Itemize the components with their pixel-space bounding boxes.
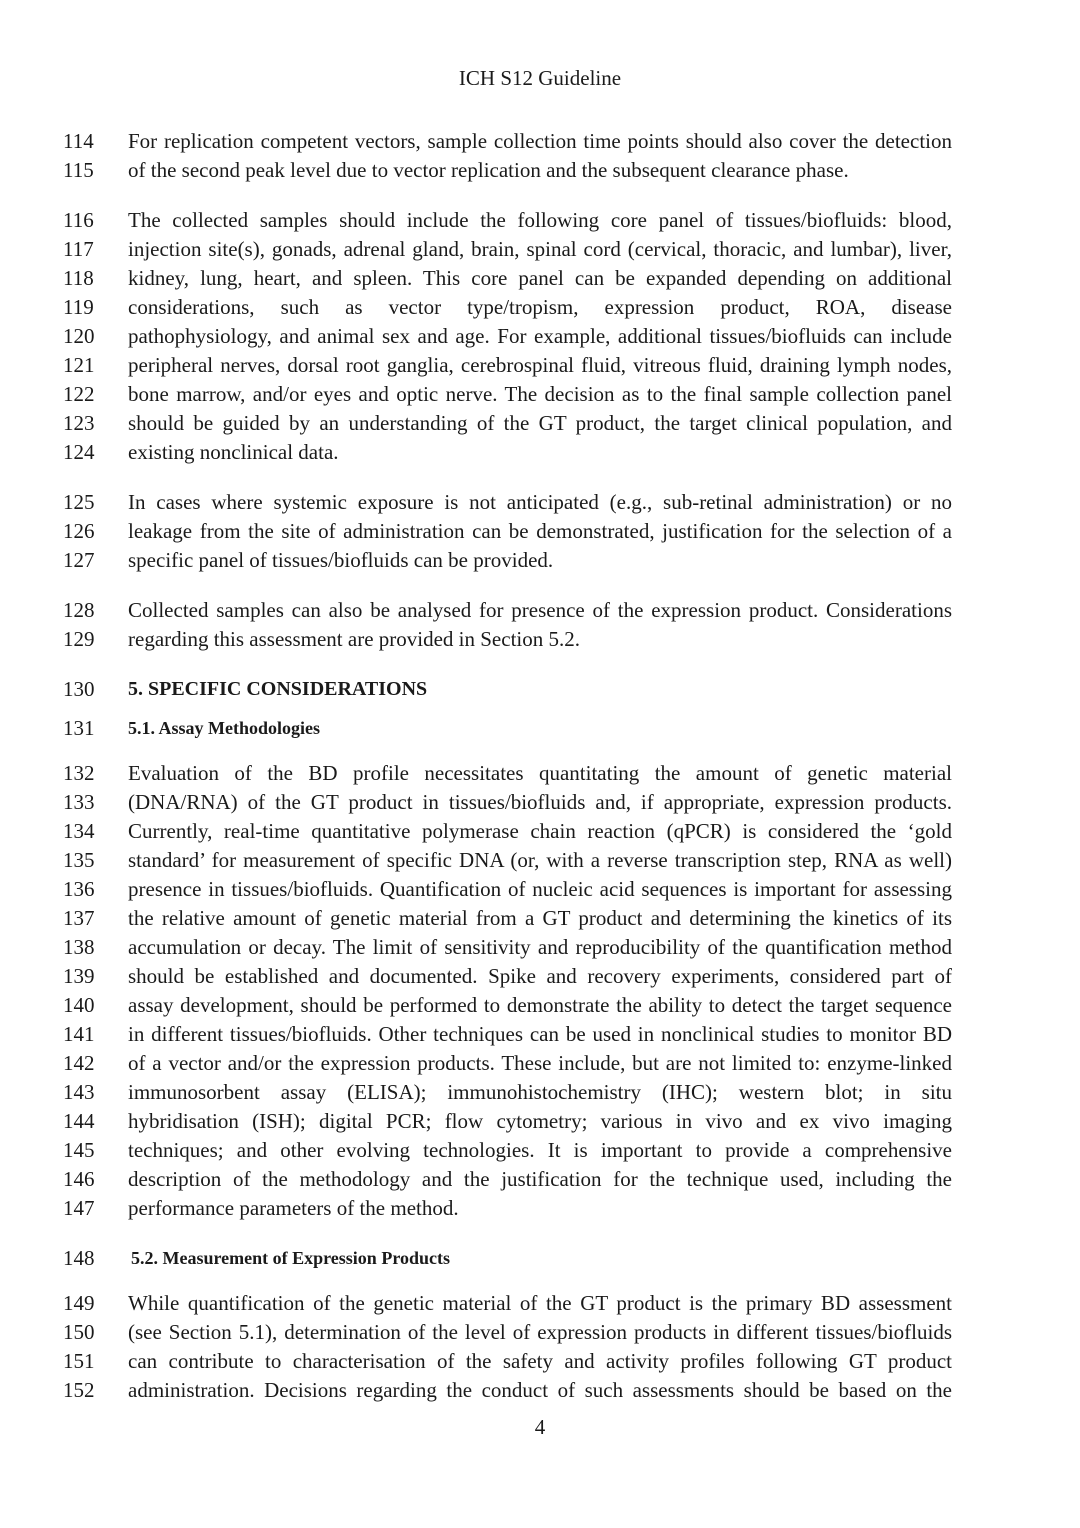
- line-text: administration. Decisions regarding the conduct of such assessments should be based on the: [128, 1378, 952, 1402]
- line-number: 139: [63, 964, 95, 988]
- line-number: 126: [63, 519, 95, 543]
- line-number: 118: [63, 266, 94, 290]
- line-text: performance parameters of the method.: [128, 1196, 459, 1220]
- text-line: [0, 206, 1080, 235]
- text-line: [0, 788, 1080, 817]
- text-line: [0, 904, 1080, 933]
- text-line: [0, 546, 1080, 575]
- line-number: 141: [63, 1022, 95, 1046]
- line-number: 122: [63, 382, 95, 406]
- line-number: 125: [63, 490, 95, 514]
- document-body: [0, 127, 1080, 1426]
- text-line: [0, 933, 1080, 962]
- text-line: [0, 675, 1080, 704]
- line-text: accumulation or decay. The limit of sensitivity and reproducibility of the quantification method: [128, 935, 952, 959]
- line-text: description of the methodology and the justification for the technique used, including the: [128, 1167, 952, 1191]
- text-line: [0, 596, 1080, 625]
- line-text: 5. SPECIFIC CONSIDERATIONS: [128, 678, 428, 700]
- line-number: 132: [63, 761, 95, 785]
- line-text: presence in tissues/biofluids. Quantification of nucleic acid sequences is important for assessing: [128, 877, 952, 901]
- line-text: bone marrow, and/or eyes and optic nerve. The decision as to the final sample collection panel: [128, 382, 952, 406]
- line-number: 150: [63, 1320, 95, 1344]
- line-number: 128: [63, 598, 95, 622]
- line-text: can contribute to characterisation of the safety and activity profiles following GT product: [128, 1349, 952, 1373]
- paragraph: [0, 127, 1080, 185]
- line-number: 115: [63, 158, 94, 182]
- line-text: While quantification of the genetic material of the GT product is the primary BD assessment: [128, 1291, 952, 1315]
- line-number: 130: [63, 677, 95, 701]
- line-text: hybridisation (ISH); digital PCR; flow cytometry; various in vivo and ex vivo imaging: [128, 1109, 952, 1133]
- section-heading: [0, 714, 1080, 743]
- line-text: injection site(s), gonads, adrenal gland, brain, spinal cord (cervical, thoracic, and lumbar), liver,: [128, 237, 952, 261]
- text-line: [0, 1289, 1080, 1318]
- line-text: of a vector and/or the expression products. These include, but are not limited to: enzyme-linked: [128, 1051, 952, 1075]
- text-line: [0, 1318, 1080, 1347]
- text-line: [0, 438, 1080, 467]
- line-number: 121: [63, 353, 95, 377]
- line-text: in different tissues/biofluids. Other techniques can be used in nonclinical studies to monitor BD: [128, 1022, 952, 1046]
- text-line: [0, 625, 1080, 654]
- text-line: [0, 409, 1080, 438]
- line-number: 138: [63, 935, 95, 959]
- line-text: Collected samples can also be analysed for presence of the expression product. Considerations: [128, 598, 952, 622]
- line-number: 134: [63, 819, 95, 843]
- text-line: [0, 1347, 1080, 1376]
- line-text: standard’ for measurement of specific DNA (or, with a reverse transcription step, RNA as well): [128, 848, 952, 872]
- text-line: [0, 127, 1080, 156]
- text-line: [0, 962, 1080, 991]
- line-number: 151: [63, 1349, 95, 1373]
- page-header: ICH S12 Guideline: [458, 66, 622, 90]
- line-number: 152: [63, 1378, 95, 1402]
- paragraph: [0, 596, 1080, 654]
- text-line: [0, 846, 1080, 875]
- line-text: assay development, should be performed to demonstrate the ability to detect the target sequence: [128, 993, 952, 1017]
- line-number: 133: [63, 790, 95, 814]
- line-text: leakage from the site of administration can be demonstrated, justification for the selection of a: [128, 519, 952, 543]
- paragraph: [0, 1289, 1080, 1405]
- paragraph: [0, 206, 1080, 467]
- line-text: kidney, lung, heart, and spleen. This core panel can be expanded depending on additional: [128, 266, 952, 290]
- text-line: [0, 817, 1080, 846]
- text-line: [0, 351, 1080, 380]
- text-line: [0, 1078, 1080, 1107]
- text-line: [0, 156, 1080, 185]
- line-number: 148: [63, 1246, 95, 1270]
- text-line: [0, 1020, 1080, 1049]
- line-text: the relative amount of genetic material from a GT product and determining the kinetics of its: [128, 906, 952, 930]
- text-line: [0, 488, 1080, 517]
- section-heading: [0, 1244, 1080, 1273]
- paragraph: [0, 759, 1080, 1223]
- text-line: [0, 1107, 1080, 1136]
- text-line: [0, 235, 1080, 264]
- line-number: 124: [63, 440, 95, 464]
- line-text: (see Section 5.1), determination of the level of expression products in different tissues/biofluids: [128, 1320, 952, 1344]
- line-text: regarding this assessment are provided in Section 5.2.: [128, 627, 580, 651]
- line-number: 143: [63, 1080, 95, 1104]
- line-number: 137: [63, 906, 95, 930]
- line-number: 123: [63, 411, 95, 435]
- line-number: 127: [63, 548, 95, 572]
- text-line: [0, 293, 1080, 322]
- text-line: [0, 380, 1080, 409]
- line-text: should be guided by an understanding of the GT product, the target clinical population, and: [128, 411, 952, 435]
- text-line: [0, 714, 1080, 743]
- text-line: [0, 517, 1080, 546]
- text-line: [0, 1244, 1080, 1273]
- line-text: The collected samples should include the following core panel of tissues/biofluids: blood,: [128, 208, 952, 232]
- text-line: [0, 875, 1080, 904]
- line-text: Evaluation of the BD profile necessitates quantitating the amount of genetic material: [128, 761, 952, 785]
- line-text: Currently, real-time quantitative polymerase chain reaction (qPCR) is considered the ‘gold: [128, 819, 952, 843]
- text-line: [0, 1376, 1080, 1405]
- section-heading: [0, 675, 1080, 704]
- line-number: 119: [63, 295, 94, 319]
- line-number: 131: [63, 716, 95, 740]
- line-number: 146: [63, 1167, 95, 1191]
- line-number: 135: [63, 848, 95, 872]
- text-line: [0, 1049, 1080, 1078]
- line-number: 120: [63, 324, 95, 348]
- text-line: [0, 322, 1080, 351]
- line-number: 114: [63, 129, 94, 153]
- line-number: 142: [63, 1051, 95, 1075]
- line-text: techniques; and other evolving technologies. It is important to provide a comprehensive: [128, 1138, 952, 1162]
- line-text: 5.1. Assay Methodologies: [128, 718, 321, 738]
- line-number: 145: [63, 1138, 95, 1162]
- line-text: peripheral nerves, dorsal root ganglia, cerebrospinal fluid, vitreous fluid, draining lymph nodes,: [128, 353, 952, 377]
- text-line: [0, 1165, 1080, 1194]
- line-text: considerations, such as vector type/tropism, expression product, ROA, disease: [128, 295, 952, 319]
- line-text: immunosorbent assay (ELISA); immunohistochemistry (IHC); western blot; in situ: [128, 1080, 952, 1104]
- line-text: In cases where systemic exposure is not anticipated (e.g., sub-retinal administration) or no: [128, 490, 952, 514]
- line-text: pathophysiology, and animal sex and age. For example, additional tissues/biofluids can include: [128, 324, 952, 348]
- text-line: [0, 1136, 1080, 1165]
- line-number: 116: [63, 208, 94, 232]
- text-line: [0, 264, 1080, 293]
- page-number: 4: [534, 1415, 546, 1439]
- paragraph: [0, 488, 1080, 575]
- line-number: 144: [63, 1109, 95, 1133]
- line-text: specific panel of tissues/biofluids can be provided.: [128, 548, 554, 572]
- line-number: 147: [63, 1196, 95, 1220]
- line-text: should be established and documented. Spike and recovery experiments, considered part of: [128, 964, 952, 988]
- line-number: 140: [63, 993, 95, 1017]
- line-text: 5.2. Measurement of Expression Products: [131, 1248, 450, 1268]
- text-line: [0, 991, 1080, 1020]
- line-number: 149: [63, 1291, 95, 1315]
- text-line: [0, 759, 1080, 788]
- text-line: [0, 1194, 1080, 1223]
- line-text: of the second peak level due to vector replication and the subsequent clearance phase.: [128, 158, 849, 182]
- line-number: 129: [63, 627, 95, 651]
- line-text: (DNA/RNA) of the GT product in tissues/biofluids and, if appropriate, expression products.: [128, 790, 952, 814]
- line-text: existing nonclinical data.: [128, 440, 339, 464]
- line-text: For replication competent vectors, sample collection time points should also cover the detection: [128, 129, 952, 153]
- line-number: 136: [63, 877, 95, 901]
- line-number: 117: [63, 237, 94, 261]
